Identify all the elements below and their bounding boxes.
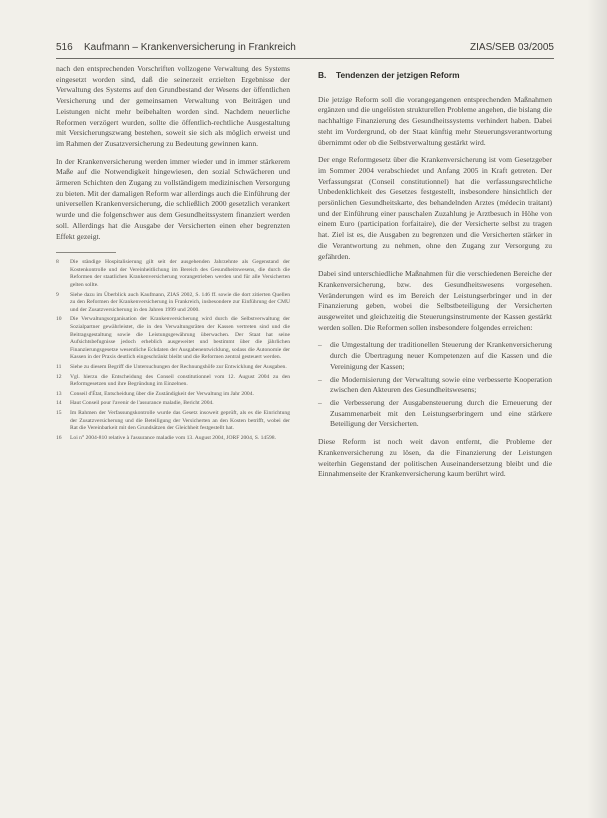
section-heading <box>318 70 552 81</box>
section-title: Tendenzen der jetzigen Reform <box>336 70 460 80</box>
page-edge-shadow <box>587 0 607 818</box>
list-item: – die Verbesserung der Ausgabensteuerung durch die Erneuerung der Zusammenarbeit mit den Leistungserbringern und eine stärkere Beteiligung der Versicherten. <box>318 397 552 429</box>
footnote: 14 Haut Conseil pour l'avenir de l'assurance maladie, Bericht 2004. <box>56 400 214 407</box>
left-column <box>56 64 290 444</box>
footnote-rule <box>56 252 116 253</box>
body-paragraph: Der enge Reformgesetz über die Krankenversicherung ist vom Gesetzgeber im Sommer 2004 verabschiedet und Anfang 2005 in Kraft getreten. Der Verfassungsrat (Conseil constitutionnel) hat die verfassungsrechtliche Unbedenklichkeit des Gesetzes festgestellt, insbesondere hinsichtlich der persönlichen Gesundheitskarte, des behandelnden Arztes (médecin traitant) und der Einführung einer pauschalen Zuzahlung je Arztbesuch in Höhe von einem Euro (participation forfaitaire), die der Versicherte selbst zu tragen hat. Ziel ist es, die Ausgaben zu begrenzen und die Versicherten stärker in die Verantwortung zu nehmen, ohne den Zugang zur Versorgung zu gefährden. <box>318 155 552 261</box>
list-item: – die Modernisierung der Verwaltung sowie eine verbesserte Kooperation zwischen den Akteuren des Gesundheitswesens; <box>318 374 552 395</box>
footnote: 8 Die ständige Hospitalisierung gilt seit der ausgehenden Jahrzehnte als Gegenstand der Kostenkontrolle und der Vereinheitlichung im Bereich des Gesundheitswesens, die durch die Reformen der staatlichen Krankenversicherung vorangetrieben werden und für alle Versicherten gelten sollte. <box>56 259 290 289</box>
list-item: – die Umgestaltung der traditionellen Steuerung der Krankenversicherung durch die Übertragung neuer Kompetenzen auf die Kassen und die Vereinigung der Kassen; <box>318 340 552 371</box>
body-paragraph: Dabei sind unterschiedliche Maßnahmen für die verschiedenen Bereiche der Krankenversicherung, bzw. des Gesundheitswesens vorgesehen. Veränderungen wird es im Bereich der Leistungserbringer und in der Finanzierung geben, wobei die Selbstbeteiligung der Versicherten ausgeweitet und gleichzeitig die Steuerungsinstrumente der Kassen gestärkt werden sollen. Die Reformen sollen insbesondere folgendes erreichen: <box>318 269 552 332</box>
body-paragraph: In der Krankenversicherung werden immer wieder und in immer stärkerem Maße auf die Notwendigkeit hingewiesen, den sozial Schwächeren und ärmeren Schichten den Zugang zu vollständigem medizinischen Versorgung zu bieten. Mit der damaligen Reform war allerdings auch die Einführung der universellen Krankenversicherung, die schließlich 2000 gesetzlich verankert wurde und die folgenschwer aus dem Gesundheitssystem finanziert werden soll. Allerdings hat die Ausgabe der Versicherten einen eher begrenzten Effekt gezeigt. <box>56 156 290 241</box>
body-paragraph: nach den entsprechenden Vorschriften vollzogene Verwaltung des Systems eingesetzt worden sind, daß die seinerzeit erzielten Ergebnisse der Verwaltung des Systems auf den Grundbestand der Wesens der öffentlichen Versicherung und der gemeinsamen Verwaltung von Beiträgen und Leistungen nicht mehr beibehalten worden sind. Nachdem neuerliche Reformen verzögert wurden, sollte die öffentlich-rechtliche Ausgestaltung mit Versicherungszwang bestehen, soweit sie sich als möglich erweist und im Rahmen der Zusatzversicherung zu Bedeutung gewinnen kann. <box>56 64 290 148</box>
footnote: 11 Siehe zu diesem Begriff die Untersuchungen der Rechnungshöfe zur Entwicklung der Ausgaben. <box>56 363 287 370</box>
header-rule <box>56 58 554 59</box>
bullet-list <box>318 340 552 430</box>
footnote: 10 Die Verwaltungsorganisation der Krankenversicherung wird durch die Selbstverwaltung der Sozialpartner gewährleistet, die in den Verwaltungsräten der Kassen vertreten sind und die Beitragsgestaltung sowie die Leistungsgewährung überwachen. Der Staat hat seine Aufsichtsbefugnisse jedoch erheblich ausgeweitet und bestimmt über die jährlichen Finanzierungsgesetze wesentliche Eckdaten der Ausgabenentwicklung, sodass die Autonomie der Kassen in der Praxis deutlich eingeschränkt bleibt und die Reformen zentral gesteuert werden. <box>56 316 290 361</box>
journal-reference: ZIAS/SEB 03/2005 <box>470 42 554 53</box>
page-number: 516 <box>56 42 73 53</box>
page-header <box>56 42 554 58</box>
footnote: 12 Vgl. hierzu die Entscheidung des Conseil constitutionnel vom 12. August 2004 zu den Reformgesetzen und ihre Begründung im Einzelnen. <box>56 373 290 388</box>
footnote: 9 Siehe dazu im Überblick auch Kaufmann, ZIAS 2002, S. 146 ff. sowie die dort zitierten Quellen zu den Reformen der Krankenversicherung in Frankreich, insbesondere zur Einführung der CMU und der Zusatzversicherung in den Jahren 1999 und 2000. <box>56 291 290 313</box>
footnote: 16 Loi n° 2004-810 relative à l'assurance maladie vom 13. August 2004, JORF 2004, S. 14598. <box>56 434 276 441</box>
right-column <box>318 64 552 487</box>
running-title: Kaufmann – Krankenversicherung in Frankreich <box>84 42 296 53</box>
footnotes <box>56 259 290 442</box>
footnote: 15 Im Rahmen der Verfassungskontrolle wurde das Gesetz insoweit geprüft, als es die Einrichtung der Zusatzversicherung und die Beteiligung der Versicherten an den Kosten betrifft, wobei der Rat die Vereinbarkeit mit den Grundsätzen der Gleichheit festgestellt hat. <box>56 409 290 432</box>
body-paragraph: Die jetzige Reform soll die vorangegangenen entsprechenden Maßnahmen ergänzen und die ungelösten strukturellen Probleme angehen, die bislang die nachhaltige Finanzierung des Gesundheitssystems verhindert haben. Dabei steht im Vordergrund, ob der Staat künftig mehr Steuerungsverantwortung übernimmt oder ob die Selbstverwaltung gestärkt wird. <box>318 94 552 147</box>
footnote: 13 Conseil d'État, Entscheidung über die Zuständigkeit der Verwaltung im Jahr 2004. <box>56 390 254 397</box>
body-paragraph: Diese Reform ist noch weit davon entfernt, die Probleme der Krankenversicherung zu lösen, da die Finanzierung der Leistungen weiterhin Gegenstand der politischen Auseinandersetzung bleibt und die Einnahmenseite der Krankenversicherung kaum berührt wird. <box>318 437 552 479</box>
section-number: B. <box>318 70 327 80</box>
